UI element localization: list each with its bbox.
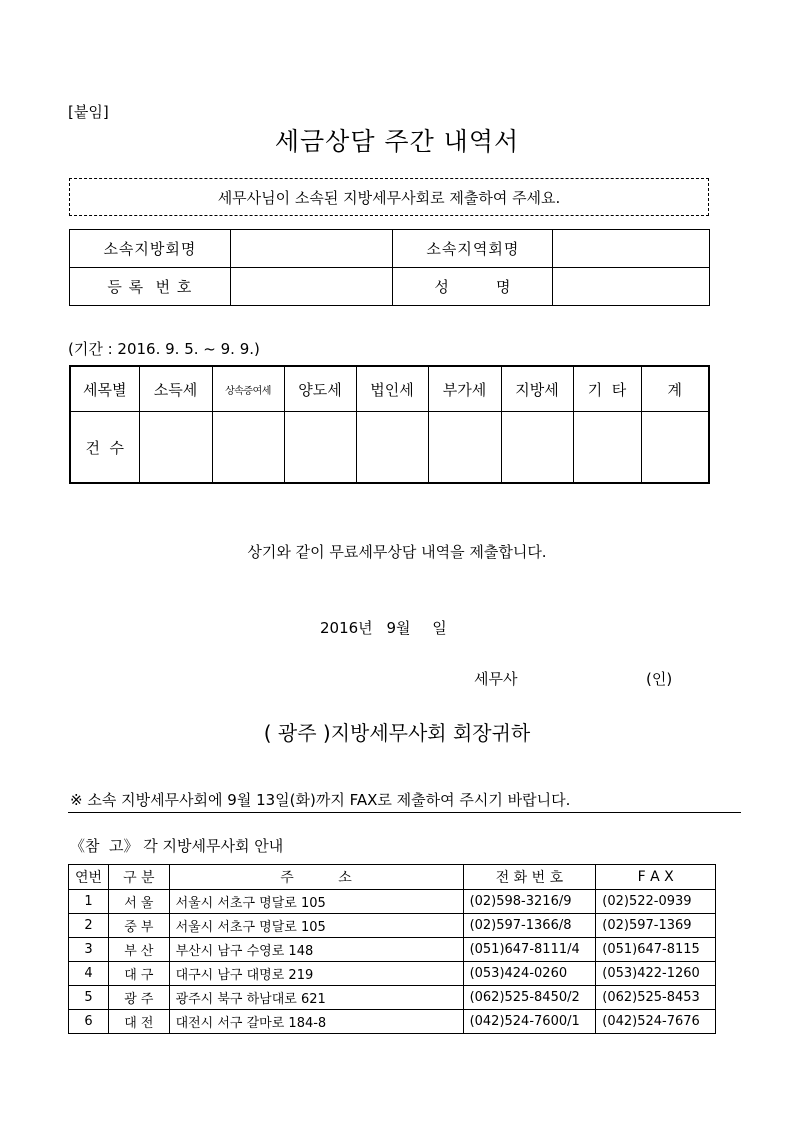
row-phone: (042)524-7600/1: [463, 1010, 596, 1034]
count-inheritance-gift-tax[interactable]: [212, 412, 284, 484]
row-region: 부 산: [109, 938, 170, 962]
header-income-tax: 소득세: [139, 366, 212, 412]
row-fax: (02)522-0939: [596, 890, 716, 914]
submission-notice-text: 세무사님이 소속된 지방세무사회로 제출하여 주세요.: [217, 188, 561, 207]
regional-society-label: 소속지역회명: [393, 230, 553, 268]
count-local-tax[interactable]: [501, 412, 573, 484]
local-society-field[interactable]: [230, 230, 393, 268]
submission-notice-box: [69, 178, 709, 216]
header-total: 계: [641, 366, 709, 412]
row-region: 광 주: [109, 986, 170, 1010]
count-transfer-tax[interactable]: [284, 412, 356, 484]
col-header-address: 주 소: [169, 865, 463, 890]
row-address: 부산시 남구 수영로 148: [169, 938, 463, 962]
header-tax-category: 세목별: [70, 366, 139, 412]
row-fax: (02)597-1369: [596, 914, 716, 938]
row-address: 대전시 서구 갈마로 184-8: [169, 1010, 463, 1034]
col-header-fax: F A X: [596, 865, 716, 890]
row-fax: (062)525-8453: [596, 986, 716, 1010]
header-inheritance-gift-tax: 상속증여세: [212, 366, 284, 412]
col-header-region: 구 분: [109, 865, 170, 890]
table-row: [69, 986, 716, 1010]
row-label-count: 건 수: [70, 412, 139, 484]
period-label: (기간 : 2016. 9. 5. ~ 9. 9.): [68, 340, 260, 358]
date-day: 일: [432, 619, 447, 637]
date-year: 2016년: [320, 619, 373, 637]
row-number: 5: [69, 986, 109, 1010]
tax-accountant-label: 세무사: [474, 670, 518, 688]
addressee: ( 광주 )지방세무사회 회장귀하: [263, 721, 531, 745]
name-label: 성 명: [393, 268, 553, 306]
row-address: 대구시 남구 대명로 219: [169, 962, 463, 986]
row-phone: (053)424-0260: [463, 962, 596, 986]
reference-title: 《참 고》 각 지방세무사회 안내: [70, 837, 284, 855]
row-region: 서 울: [109, 890, 170, 914]
row-phone: (051)647-8111/4: [463, 938, 596, 962]
row-fax: (053)422-1260: [596, 962, 716, 986]
count-corporate-tax[interactable]: [356, 412, 428, 484]
table-row: [69, 938, 716, 962]
document-title: 세금상담 주간 내역서: [274, 127, 520, 156]
seal-mark: (인): [646, 670, 673, 688]
submission-date: [320, 617, 447, 638]
row-address: 서울시 서초구 명달로 105: [169, 914, 463, 938]
row-number: 1: [69, 890, 109, 914]
divider: [68, 812, 741, 813]
header-other: 기 타: [573, 366, 641, 412]
count-vat[interactable]: [428, 412, 501, 484]
member-info-table: [69, 229, 710, 306]
fax-deadline-note: ※ 소속 지방세무사회에 9월 13일(화)까지 FAX로 제출하여 주시기 바랍니다.: [70, 791, 571, 809]
row-address: 광주시 북구 하남대로 621: [169, 986, 463, 1010]
table-row: [69, 962, 716, 986]
col-header-number: 연번: [69, 865, 109, 890]
table-row: [69, 1010, 716, 1034]
header-local-tax: 지방세: [501, 366, 573, 412]
date-month: 9월: [386, 619, 411, 637]
header-transfer-tax: 양도세: [284, 366, 356, 412]
row-phone: (02)597-1366/8: [463, 914, 596, 938]
registration-number-field[interactable]: [230, 268, 393, 306]
row-number: 3: [69, 938, 109, 962]
attachment-label: [붙임]: [68, 103, 109, 121]
row-number: 6: [69, 1010, 109, 1034]
submission-statement: 상기와 같이 무료세무상담 내역을 제출합니다.: [247, 543, 547, 561]
society-directory-table: [68, 864, 716, 1034]
row-fax: (042)524-7676: [596, 1010, 716, 1034]
row-phone: (062)525-8450/2: [463, 986, 596, 1010]
row-number: 2: [69, 914, 109, 938]
consultation-count-table: [69, 365, 710, 484]
local-society-label: 소속지방회명: [70, 230, 231, 268]
count-total[interactable]: [641, 412, 709, 484]
row-region: 중 부: [109, 914, 170, 938]
row-number: 4: [69, 962, 109, 986]
header-corporate-tax: 법인세: [356, 366, 428, 412]
regional-society-field[interactable]: [553, 230, 710, 268]
header-vat: 부가세: [428, 366, 501, 412]
row-region: 대 전: [109, 1010, 170, 1034]
table-row: [69, 890, 716, 914]
row-region: 대 구: [109, 962, 170, 986]
table-row: [69, 914, 716, 938]
name-field[interactable]: [553, 268, 710, 306]
registration-number-label: 등 록 번 호: [70, 268, 231, 306]
row-address: 서울시 서초구 명달로 105: [169, 890, 463, 914]
row-fax: (051)647-8115: [596, 938, 716, 962]
count-other[interactable]: [573, 412, 641, 484]
col-header-phone: 전 화 번 호: [463, 865, 596, 890]
row-phone: (02)598-3216/9: [463, 890, 596, 914]
count-income-tax[interactable]: [139, 412, 212, 484]
